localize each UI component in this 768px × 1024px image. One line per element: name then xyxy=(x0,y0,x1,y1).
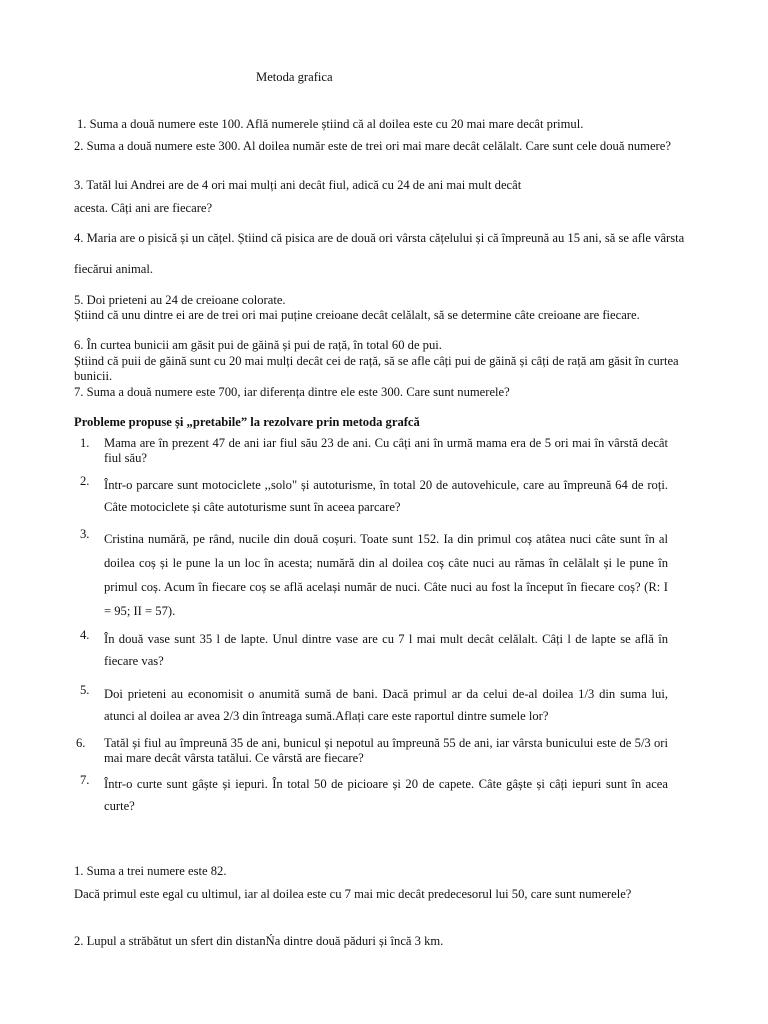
problem-1: 1. Suma a două numere este 100. Află numerele știind că al doilea este cu 20 mai mare decât primul. xyxy=(77,117,584,131)
extra-problem-1-line-1: 1. Suma a trei numere este 82. xyxy=(74,864,227,878)
problem-2: 2. Suma a două numere este 300. Al doilea număr este de trei ori mai mare decât celălalt. Care sunt cele două numere? xyxy=(74,139,671,153)
problem-4-line-2: fiecărui animal. xyxy=(74,262,154,276)
problem-5-line-2: Știind că unu dintre ei are de trei ori mai puține creioane decât celălalt, să se determine câte creioane are fiecare. xyxy=(74,308,640,322)
proposed-problem-5-text: Doi prieteni au economisit o anumită sumă de bani. Dacă primul ar da celui de-al doilea 1/3 din suma lui, atunci al doilea ar avea 2/3 din întreaga sumă.Aflați care este raportul dintre sumele lor? xyxy=(104,687,668,723)
proposed-problem-1-number: 1. xyxy=(80,436,90,450)
problem-3-line-1: 3. Tatăl lui Andrei are de 4 ori mai mulți ani decât fiul, adică cu 24 de ani mai mult decât xyxy=(74,178,522,192)
proposed-problem-6-number: 6. xyxy=(76,736,86,750)
proposed-problem-5-number: 5. xyxy=(80,683,90,697)
proposed-problem-6-text: Tatăl și fiul au împreună 35 de ani, bunicul și nepotul au împreună 55 de ani, iar vârsta bunicului este de 5/3 ori mai mare decât vârsta tatălui. Ce vârstă are fiecare? xyxy=(104,736,668,765)
section-heading: Probleme propuse și „pretabile” la rezolvare prin metoda grafcă xyxy=(74,415,420,429)
problem-3-line-2: acesta. Câți ani are fiecare? xyxy=(74,201,213,215)
proposed-problem-2-text: Într-o parcare sunt motociclete ,,solo" și autoturisme, în total 20 de autovehicule, care au împreună 64 de roți. Câte motociclete și câte autoturisme sunt în aceea parcare? xyxy=(104,478,668,514)
proposed-problem-2-number: 2. xyxy=(80,474,90,488)
proposed-problem-3-number: 3. xyxy=(80,527,90,541)
proposed-problem-3-text: Cristina numără, pe rând, nucile din două coșuri. Toate sunt 152. Ia din primul coș atâtea nuci câte sunt în al doilea coș și le pune la un loc în acesta; numără din al doilea coș câte nuci au rămas în celălalt și le pune în primul coș. Acum în fiecare coș se află același număr de nuci. Câte nuci au fost la început în fiecare coș? (R: I = 95; II = 57). xyxy=(104,532,668,618)
proposed-problem-1-text: Mama are în prezent 47 de ani iar fiul său 23 de ani. Cu câți ani în urmă mama era de 5 ori mai în vârstă decât fiul său? xyxy=(104,436,668,465)
page-title: Metoda grafica xyxy=(256,70,333,84)
proposed-problem-4-number: 4. xyxy=(80,628,90,642)
problem-6-line-1: 6. În curtea bunicii am găsit pui de găină și pui de rață, în total 60 de pui. xyxy=(74,338,442,352)
proposed-problem-4-text: În două vase sunt 35 l de lapte. Unul dintre vase are cu 7 l mai mult decât celălalt. Câți l de lapte se află în fiecare vas? xyxy=(104,632,668,668)
proposed-problem-7-text: Într-o curte sunt gâște și iepuri. În total 50 de picioare și 20 de capete. Câte gâște și câți iepuri sunt în acea curte? xyxy=(104,777,668,813)
problem-6-line-2: Știind că puii de găină sunt cu 20 mai mulți decât cei de rață, să se afle câți pui de găină și câți de rață am găsit în curtea bunicii. xyxy=(74,354,679,383)
extra-problem-2: 2. Lupul a străbătut un sfert din distanŃa dintre două păduri și încă 3 km. xyxy=(74,934,444,948)
extra-problem-1-line-2: Dacă primul este egal cu ultimul, iar al doilea este cu 7 mai mic decât predecesorul lui 50, care sunt numerele? xyxy=(74,887,632,901)
problem-4-line-1: 4. Maria are o pisică și un cățel. Știind că pisica are de două ori vârsta cățelului și că împreună au 15 ani, să se afle vârsta xyxy=(74,231,685,245)
problem-7: 7. Suma a două numere este 700, iar diferența dintre ele este 300. Care sunt numerele? xyxy=(74,385,510,399)
problem-5-line-1: 5. Doi prieteni au 24 de creioane colorate. xyxy=(74,293,286,307)
proposed-problem-7-number: 7. xyxy=(80,773,90,787)
